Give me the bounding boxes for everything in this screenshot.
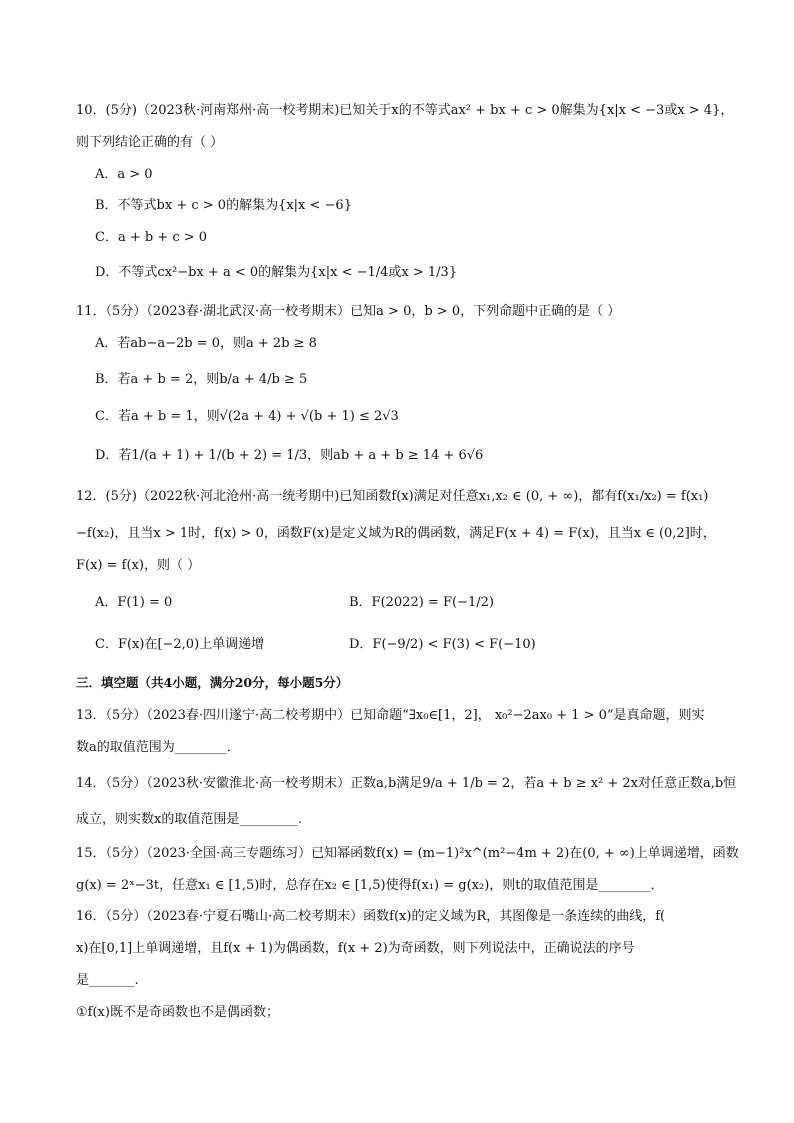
q15-stem-cont: g(x) = 2ˣ−3t，任意x₁ ∈ [1,5)时，总存在x₂ ∈ [1,5)使得f(x₁) = g(x₂)，则t的取值范围是________． <box>76 878 664 893</box>
q10-stem-cont: 则下列结论正确的有（ ） <box>76 135 224 150</box>
q10-option-a: A．a > 0 <box>95 167 153 182</box>
q12-option-c: C．F(x)在[−2,0)上单调递增 <box>95 637 265 652</box>
q11-option-b: B．若a + b = 2，则b/a + 4/b ≥ 5 <box>95 372 308 387</box>
q10-option-d: D．不等式cx²−bx + a < 0的解集为{x|x < −1/4或x > 1/3} <box>95 265 458 280</box>
q12-stem-cont: −f(x₂)，且当x > 1时，f(x) > 0，函数F(x)是定义域为R的偶函数，满足F(x + 4) = F(x)，且当x ∈ (0,2]时， <box>76 526 716 541</box>
q12-option-b: B．F(2022) = F(−1/2) <box>349 595 494 610</box>
q11-option-a: A．若ab−a−2b = 0，则a + 2b ≥ 8 <box>95 336 317 351</box>
q11-option-c: C．若a + b = 1，则√(2a + 4) + √(b + 1) ≤ 2√3 <box>95 409 399 424</box>
q16-item-1: ①f(x)既不是奇函数也不是偶函数； <box>76 1005 279 1020</box>
q16-stem-cont2: 是_______. <box>76 973 139 988</box>
q16-stem-cont: x)在[0,1]上单调递增，且f(x + 1)为偶函数，f(x + 2)为奇函数，则下列说法中，正确说法的序号 <box>76 941 635 956</box>
q11-option-d: D．若1/(a + 1) + 1/(b + 2) = 1/3，则ab + a + b ≥ 14 + 6√6 <box>95 448 484 463</box>
q16-stem: 16．（5分）（2023春·宁夏石嘴山·高二校考期末）函数f(x)的定义域为R，其图像是一条连续的曲线，f( <box>76 909 666 924</box>
q10-stem: 10．(5分)（2023秋·河南郑州·高一校考期末)已知关于x的不等式ax² + bx + c > 0解集为{x|x < −3或x > 4}， <box>76 103 734 118</box>
q12-option-d: D．F(−9/2) < F(3) < F(−10) <box>349 637 536 652</box>
q12-stem-cont2: F(x) = f(x)，则（ ） <box>76 558 201 573</box>
section-heading: 三．填空题（共4小题，满分20分，每小题5分） <box>76 675 349 690</box>
q12-option-a: A．F(1) = 0 <box>95 595 173 610</box>
q10-option-c: C．a + b + c > 0 <box>95 230 208 245</box>
q10-option-b: B．不等式bx + c > 0的解集为{x|x < −6} <box>95 198 352 213</box>
q12-stem: 12．(5分)（2022秋·河北沧州·高一统考期中)已知函数f(x)满足对任意x₁,x₂ ∈ (0, + ∞)，都有f(x₁/x₂) = f(x₁) <box>76 489 709 504</box>
q13-stem-cont: 数a的取值范围为________． <box>76 740 240 755</box>
q14-stem-cont: 成立，则实数x的取值范围是_________. <box>76 812 302 827</box>
q14-stem: 14．（5分）（2023秋·安徽淮北·高一校考期末）正数a,b满足9/a + 1/b = 2，若a + b ≥ x² + 2x对任意正数a,b恒 <box>76 776 737 791</box>
q13-stem: 13．（5分）（2023春·四川遂宁·高二校考期中）已知命题“∃x₀∈[1，2]， x₀²−2ax₀ + 1 > 0”是真命题，则实 <box>76 708 705 723</box>
q11-stem: 11．（5分）（2023春·湖北武汉·高一校考期末）已知a > 0，b > 0，下列命题中正确的是（ ） <box>76 304 621 319</box>
q15-stem: 15．（5分）（2023·全国·高三专题练习）已知幂函数f(x) = (m−1)²x^(m²−4m + 2)在(0, + ∞)上单调递增，函数 <box>76 846 739 861</box>
